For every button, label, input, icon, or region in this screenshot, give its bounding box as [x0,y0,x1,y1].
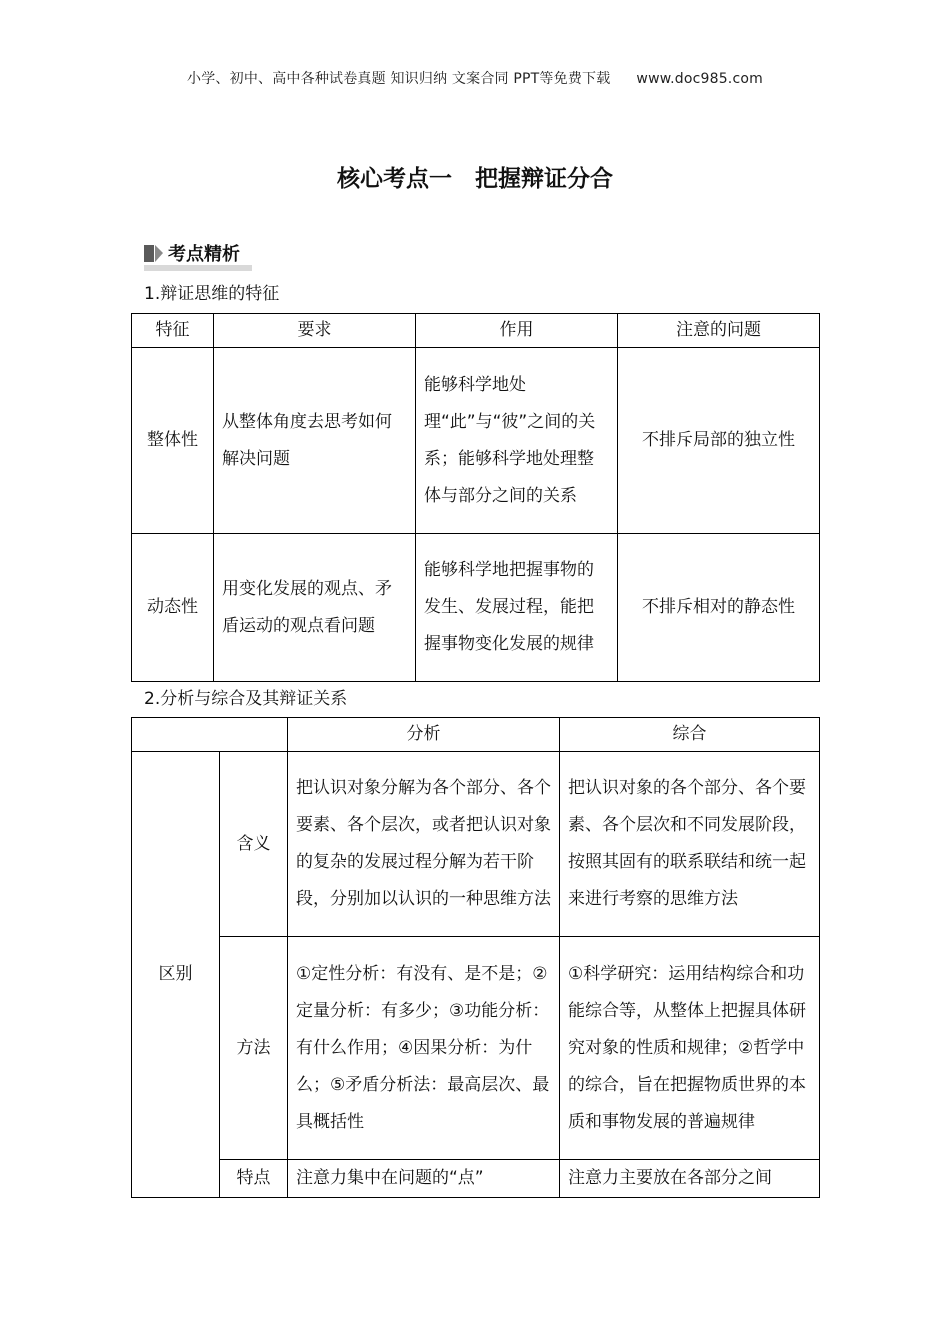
table-header-row [132,718,820,752]
column-header: 分析 [288,718,560,752]
column-header: 作用 [416,314,618,348]
table2-heading: 2.分析与综合及其辩证关系 [144,689,348,709]
column-header: 综合 [560,718,820,752]
analysis-cell: 注意力集中在问题的“点” [288,1160,560,1198]
column-header-empty [132,718,288,752]
analysis-cell: 把认识对象分解为各个部分、各个要素、各个层次，或者把认识对象的复杂的发展过程分解为若干阶段，分别加以认识的一种思维方法 [288,752,560,937]
note-cell: 不排斥局部的独立性 [618,348,820,534]
dialectical-features-table [131,313,820,682]
table-header-row [132,314,820,348]
table-row [132,534,820,682]
section-tag [144,241,240,265]
page-header [0,68,950,88]
header-site-link[interactable]: www.doc985.com [636,71,763,87]
group-cell: 区别 [132,752,220,1198]
table-row [132,752,820,937]
section-underline [144,265,252,271]
table1-heading: 1.辩证思维的特征 [144,284,280,304]
column-header: 要求 [214,314,416,348]
requirement-cell: 从整体角度去思考如何解决问题 [214,348,416,534]
section-marker-icon [144,243,164,263]
table-row [132,348,820,534]
analysis-synthesis-table [131,717,820,1198]
table-row [132,1160,820,1198]
page-title: 核心考点一 把握辩证分合 [337,166,613,192]
synthesis-cell: ①科学研究：运用结构综合和功能综合等，从整体上把握具体研究对象的性质和规律；②哲学中的综合，旨在把握物质世界的本质和事物发展的普遍规律 [560,937,820,1160]
row-label-cell: 方法 [220,937,288,1160]
synthesis-cell: 把认识对象的各个部分、各个要素、各个层次和不同发展阶段，按照其固有的联系联结和统一起来进行考察的思维方法 [560,752,820,937]
feature-cell: 整体性 [132,348,214,534]
requirement-cell: 用变化发展的观点、矛盾运动的观点看问题 [214,534,416,682]
effect-cell: 能够科学地把握事物的发生、发展过程，能把握事物变化发展的规律 [416,534,618,682]
feature-cell: 动态性 [132,534,214,682]
column-header: 特征 [132,314,214,348]
synthesis-cell: 注意力主要放在各部分之间 [560,1160,820,1198]
effect-cell: 能够科学地处理“此”与“彼”之间的关系；能够科学地处理整体与部分之间的关系 [416,348,618,534]
row-label-cell: 特点 [220,1160,288,1198]
table-row [132,937,820,1160]
section-tag-label: 考点精析 [168,244,240,265]
note-cell: 不排斥相对的静态性 [618,534,820,682]
row-label-cell: 含义 [220,752,288,937]
column-header: 注意的问题 [618,314,820,348]
header-text: 小学、初中、高中各种试卷真题 知识归纳 文案合同 PPT等免费下载 [187,71,611,87]
analysis-cell: ①定性分析：有没有、是不是；②定量分析：有多少；③功能分析：有什么作用；④因果分析：为什么；⑤矛盾分析法：最高层次、最具概括性 [288,937,560,1160]
